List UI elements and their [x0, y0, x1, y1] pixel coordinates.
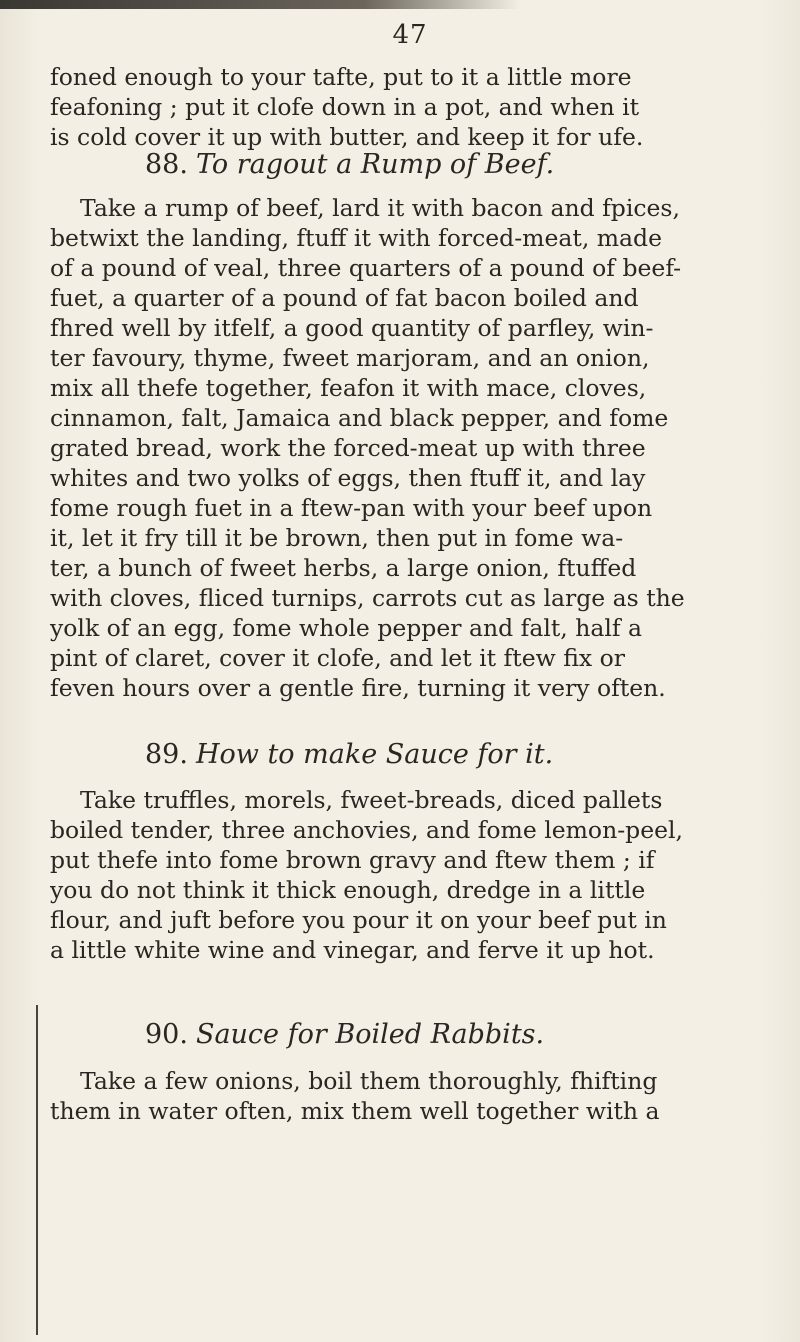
text-line: with cloves, fliced turnips, carrots cut as large as the — [50, 584, 685, 612]
text-line: it, let it fry till it be brown, then put in fome wa- — [50, 524, 624, 552]
text-line: grated bread, work the forced-meat up with three — [50, 434, 646, 462]
intro-paragraph — [50, 62, 780, 152]
text-line: feafoning ; put it clofe down in a pot, and when it — [50, 93, 640, 121]
text-line: is cold cover it up with butter, and keep it for ufe. — [50, 123, 644, 151]
recipe-body — [50, 193, 780, 703]
text-line: boiled tender, three anchovies, and fome lemon-peel, — [50, 816, 683, 844]
recipe-title: To ragout a Rump of Beef. — [195, 149, 555, 180]
text-line: feven hours over a gentle fire, turning it very often. — [50, 674, 666, 702]
recipe-title: How to make Sauce for it. — [195, 739, 554, 770]
text-line: flour, and juft before you pour it on your beef put in — [50, 906, 667, 934]
text-line: you do not think it thick enough, dredge in a little — [50, 876, 646, 904]
text-line: betwixt the landing, ftuff it with forced-meat, made — [50, 224, 662, 252]
recipe-heading — [145, 740, 800, 770]
text-line: whites and two yolks of eggs, then ftuff it, and lay — [50, 464, 646, 492]
recipe-number: 89. — [145, 739, 188, 770]
text-line: pint of claret, cover it clofe, and let it ftew fix or — [50, 644, 625, 672]
recipe-title: Sauce for Boiled Rabbits. — [195, 1019, 545, 1050]
text-line: fome rough fuet in a ftew-pan with your beef upon — [50, 494, 653, 522]
text-line: put thefe into fome brown gravy and ftew them ; if — [50, 846, 655, 874]
text-line: Take a few onions, boil them thoroughly, fhifting — [80, 1067, 658, 1095]
text-line: foned enough to your tafte, put to it a little more — [50, 63, 632, 91]
gutter-shadow — [36, 1005, 38, 1335]
text-line: them in water often, mix them well together with a — [50, 1097, 660, 1125]
text-line: Take a rump of beef, lard it with bacon and fpices, — [80, 194, 680, 222]
recipe-body — [50, 785, 780, 965]
recipe-heading — [145, 1020, 800, 1050]
text-line: cinnamon, falt, Jamaica and black pepper, and fome — [50, 404, 669, 432]
text-line: fhred well by itfelf, a good quantity of parfley, win- — [50, 314, 654, 342]
page-number: 47 — [392, 20, 428, 50]
recipe-body — [50, 1066, 780, 1126]
text-line: ter favoury, thyme, fweet marjoram, and an onion, — [50, 344, 650, 372]
recipe-number: 88. — [145, 149, 188, 180]
text-line: yolk of an egg, fome whole pepper and falt, half a — [50, 614, 643, 642]
text-line: a little white wine and vinegar, and ferve it up hot. — [50, 936, 655, 964]
text-line: fuet, a quarter of a pound of fat bacon boiled and — [50, 284, 639, 312]
recipe-heading — [145, 150, 800, 180]
text-line: of a pound of veal, three quarters of a pound of beef- — [50, 254, 682, 282]
text-line: Take truffles, morels, fweet-breads, diced pallets — [80, 786, 663, 814]
recipe-number: 90. — [145, 1019, 188, 1050]
text-line: mix all thefe together, feafon it with mace, cloves, — [50, 374, 647, 402]
top-edge-rule — [0, 0, 520, 9]
text-line: ter, a bunch of fweet herbs, a large onion, ftuffed — [50, 554, 637, 582]
